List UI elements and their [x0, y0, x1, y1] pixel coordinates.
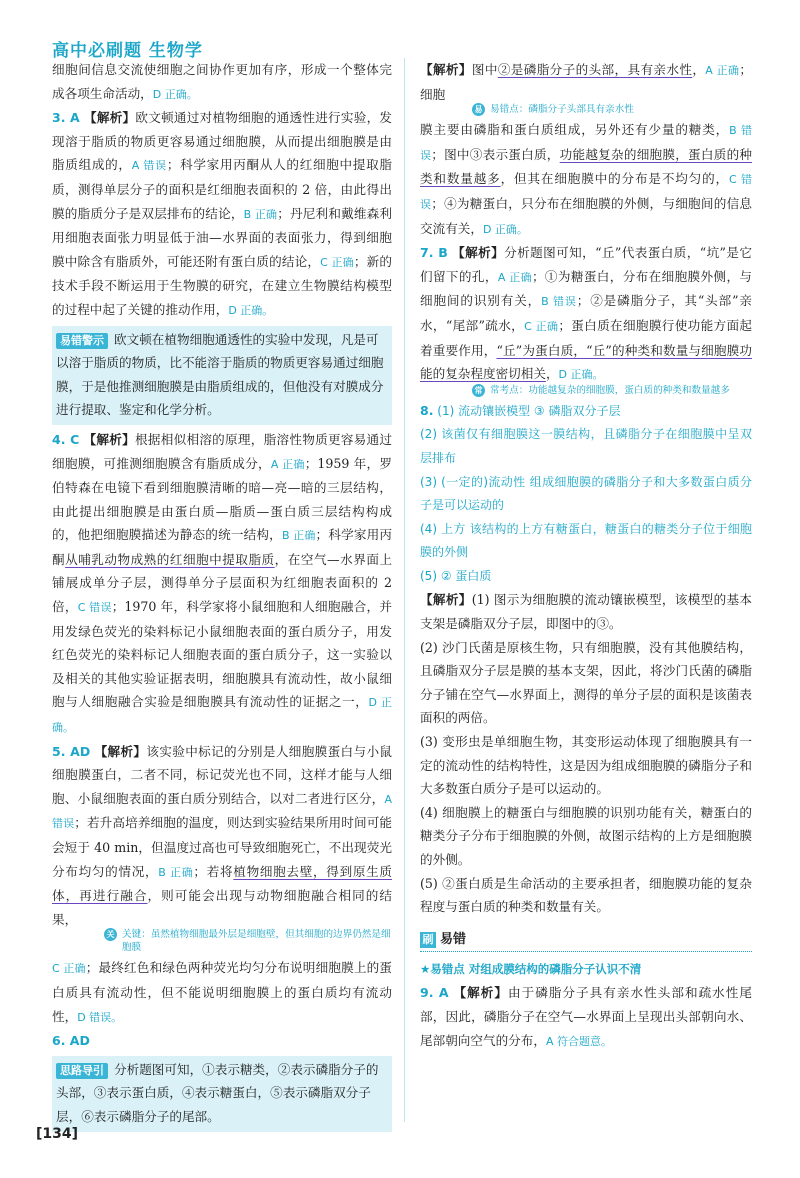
question-number: 3. A: [52, 110, 80, 126]
question-number: 6. AD: [52, 1033, 90, 1049]
q7-answer: [420, 241, 752, 387]
judgment-mark: B 正确: [281, 529, 316, 543]
q6-analysis: [420, 58, 752, 106]
judgment-mark: D 正确。: [228, 303, 274, 317]
analysis-text: ；1970 年，科学家将小鼠细胞和人细胞融合，并用发绿色荧光的染料标记小鼠细胞表面的蛋白质分子，用发红色荧光的染料标记人细胞表面的蛋白质分子，这一实验以及相关的其他实验证据表明，细胞膜具有流动性，故小鼠细胞与人细胞融合实验是细胞膜具有流动性的证据之一，: [52, 599, 392, 710]
thinking-guide-badge: 思路导引: [56, 1063, 108, 1079]
judgment-mark: B 正确: [243, 207, 278, 221]
section-heading: [420, 927, 752, 952]
q2-text: 细胞间信息交流使细胞之间协作更加有序，形成一个整体完成各项生命活动，: [52, 62, 392, 101]
page-header-title: 高中必刷题 生物学: [52, 41, 203, 61]
analysis-label: 【解析】: [420, 592, 472, 608]
q8-answer-5: (5) ② 蛋白质: [420, 568, 492, 583]
underlined-text: 功能越复杂的细胞膜，蛋白质的种类和数量越多: [420, 146, 753, 187]
underlined-text: “丘”为蛋白质，“丘”的种类和数量与细胞膜功能的复杂程度密切相关: [420, 342, 752, 382]
thinking-guide-text: 分析题图可知，①表示糖类，②表示磷脂分子的头部，③表示蛋白质，④表示糖蛋白，⑤表示磷脂双分子层，⑥表示磷脂分子的尾部。: [56, 1061, 379, 1124]
analysis-text: 根据相似相溶的原理，脂溶性物质更容易通过细胞膜，可推测细胞膜含有脂质成分，: [52, 431, 393, 471]
analysis-text: 分析题图可知，“丘”代表蛋白质，“坑”是它们留下的孔，: [420, 245, 752, 284]
error-point-heading: ★易错点 对组成膜结构的磷脂分子认识不清: [420, 961, 642, 976]
question-number: 7. B: [420, 245, 448, 261]
key-point-icon: 关: [104, 928, 117, 941]
section-icon: 刷: [420, 932, 436, 948]
analysis-text: (1) 图示为细胞膜的流动镶嵌模型，该模型的基本支架是磷脂双分子层，即图中的③。: [420, 592, 753, 632]
analysis-text: ；细胞: [420, 62, 753, 102]
judgment-mark: C 正确: [320, 255, 354, 269]
analysis-text: ；科学家用丙酮: [52, 527, 393, 567]
key-point-note: [52, 928, 392, 954]
analysis-text: 欧文顿通过对植物细胞的通透性进行实验，发现溶于脂质的物质更容易通过细胞膜，从而提出细胞膜是由脂质组成的，: [52, 110, 392, 173]
question-number: 5. AD: [52, 743, 91, 759]
q8-explain-2: (2) 沙门氏菌是原核生物，只有细胞膜，没有其他膜结构，且磷脂双分子层是膜的基本支架，因此，将沙门氏菌的磷脂分子铺在空气—水界面上，测得的单分子层的面积是该菌表面积的两倍。: [420, 639, 752, 726]
q8-answer-1: [420, 399, 752, 424]
q5-answer: [52, 740, 392, 932]
analysis-text: ；若升高培养细胞的温度，则达到实验结果所用时间可能会短于 40 min，但温度过高也可导致细胞死亡，不出现荧光分布均匀的情况，: [52, 815, 393, 879]
analysis-text: ；④为糖蛋白，只分布在细胞膜的外侧，与细胞间的信息交流有关，: [420, 195, 753, 236]
analysis-text: ；科学家用丙酮从人的红细胞中提取脂质，测得单层分子的面积是红细胞表面积的 2 倍，由此得出膜的脂质分子是双层排布的结论，: [52, 157, 393, 221]
analysis-text: ，在空气—水界面上铺展成单分子层，测得单分子层面积为红细胞表面积的 2 倍，: [52, 551, 393, 615]
common-point-text: 常考点：功能越复杂的细胞膜，蛋白质的种类和数量越多: [490, 384, 730, 396]
judgment-mark: C 正确: [52, 962, 86, 976]
analysis-text: 膜主要由磷脂和蛋白质组成，另外还有少量的糖类，: [420, 122, 730, 138]
question-number: 4. C: [52, 431, 80, 447]
judgment-mark: B 正确: [158, 865, 194, 879]
column-divider: [404, 58, 405, 1122]
analysis-text: ；最终红色和绿色两种荧光均匀分布说明细胞膜上的蛋白质具有流动性，但不能说明细胞膜上的蛋白质均有流动性，: [52, 960, 393, 1024]
analysis-label: 【解析】: [94, 743, 147, 759]
analysis-label: 【解析】: [83, 431, 135, 447]
page-number: [134]: [36, 1126, 79, 1142]
q8-explain-1: [420, 588, 752, 635]
analysis-label: 【解析】: [453, 985, 508, 1001]
analysis-text: ；①为糖蛋白，分布在细胞膜外侧，与细胞间的识别有关，: [420, 268, 753, 309]
judgment-mark: A 正确: [270, 457, 305, 471]
q2-continuation: [52, 58, 392, 106]
judgment-mark: D 正确。: [558, 368, 604, 382]
analysis-text: ，: [692, 62, 706, 77]
error-warning-box: [52, 326, 392, 425]
q9-answer: [420, 981, 752, 1053]
analysis-text: ；丹尼利和戴维森利用细胞表面张力明显低于油—水界面的表面张力，得到细胞膜中除含有脂质外，可能还附有蛋白质的结论，: [52, 205, 393, 269]
q6-answer: [52, 1029, 392, 1053]
error-point-icon: 易: [472, 103, 485, 116]
judgment-mark: A 错误: [52, 792, 392, 831]
thinking-guide-box: [52, 1056, 392, 1132]
error-warning-text: 欧文顿在植物细胞通透性的实验中发现，凡是可以溶于脂质的物质，比不能溶于脂质的物质更容易通过细胞膜，于是他推测细胞膜是由脂质组成的，但他没有对膜成分进行提取、鉴定和化学分析。: [56, 331, 384, 418]
analysis-text: ，则可能会出现与动物细胞融合相同的结果，: [52, 888, 393, 927]
common-point-note: [420, 384, 752, 397]
judgment-mark: C 错误: [420, 173, 753, 211]
question-number: 9. A: [420, 985, 449, 1001]
judgment-mark: D 错误。: [77, 1010, 123, 1024]
left-column: [52, 58, 392, 1135]
underlined-text: ②是磷脂分子的头部，具有亲水性: [497, 62, 693, 77]
right-column: [420, 58, 752, 1053]
analysis-label: 【解析】: [420, 62, 472, 77]
judgment-mark: C 错误: [77, 601, 112, 615]
analysis-text: ；②是磷脂分子，其“头部”亲水，“尾部”疏水，: [420, 293, 752, 333]
judgment-mark: A 符合题意。: [545, 1034, 612, 1048]
error-point-text: 易错点：磷脂分子头部具有亲水性: [490, 104, 634, 116]
error-point-note: [420, 103, 752, 116]
q3-answer: [52, 106, 392, 322]
judgment-mark: A 错误: [131, 159, 167, 173]
key-point-text: 关键：虽然植物细胞最外层是细胞壁，但其细胞的边界仍然是细胞膜: [122, 929, 391, 954]
judgment-mark: D 正确。: [482, 222, 528, 236]
section-title: 易错: [440, 931, 467, 947]
analysis-text: ，: [545, 366, 559, 382]
judgment-mark: B 错误: [420, 124, 752, 162]
underlined-text: 从哺乳动物成熟的红细胞中提取脂质: [65, 551, 275, 567]
analysis-text: ，但其在细胞膜中的分布是不均匀的，: [500, 171, 729, 187]
q8-answer-2: (2) 该菌仅有细胞膜这一膜结构，且磷脂分子在细胞膜中呈双层排布: [420, 427, 752, 465]
q4-answer: [52, 428, 392, 740]
answer-text: (1) 流动镶嵌模型 ③ 磷脂双分子层: [437, 403, 621, 418]
judgment-mark: B 错误: [541, 295, 577, 309]
judgment-mark: A 正确: [497, 270, 532, 284]
q8-explain-4: (4) 细胞膜上的糖蛋白与细胞膜的识别功能有关，糖蛋白的糖类分子分布于细胞膜的外侧，故图示结构的上方是细胞膜的外侧。: [420, 804, 752, 867]
q8-explain-3: (3) 变形虫是单细胞生物，其变形运动体现了细胞膜具有一定的流动性的结构特性，这是因为组成细胞膜的磷脂分子和大多数蛋白质分子是可以运动的。: [420, 734, 752, 797]
q8-answer-4: (4) 上方 该结构的上方有糖蛋白，糖蛋白的糖类分子位于细胞膜的外侧: [420, 521, 752, 560]
analysis-text: ；新的技术手段不断运用于生物膜的研究，在建立生物膜结构模型的过程中起了关键的推动作用，: [52, 253, 393, 317]
q8-explain-5: (5) ②蛋白质是生命活动的主要承担者，细胞膜功能的复杂程度与蛋白质的种类和数量有关。: [420, 875, 752, 915]
underlined-text: 植物细胞去壁，得到原生质体，再进行融合: [52, 863, 393, 904]
analysis-text: ；图中③表示蛋白质，: [431, 146, 560, 162]
analysis-text: ；若将: [193, 863, 234, 879]
judgment-mark: C 正确: [524, 319, 559, 333]
q8-answer-3: (3) (一定的)流动性 组成细胞膜的磷脂分子和大多数蛋白质分子是可以运动的: [420, 474, 752, 513]
analysis-text: ；1959 年，罗伯特森在电镜下看到细胞膜清晰的暗—亮—暗的三层结构，由此提出细胞膜是由蛋白质—脂质—蛋白质三层结构构成的，他把细胞膜描述为静态的统一结构，: [52, 455, 393, 543]
analysis-label: 【解析】: [452, 245, 505, 261]
q5-answer-continued: [52, 956, 392, 1029]
judgment-mark: A 正确: [705, 64, 740, 77]
q6-analysis-continued: [420, 118, 752, 241]
analysis-text: 图中: [471, 62, 498, 77]
analysis-label: 【解析】: [84, 110, 136, 126]
analysis-text: 由于磷脂分子具有亲水性头部和疏水性尾部，因此，磷脂分子在空气—水界面上呈现出头部朝向水、尾部朝向空气的分布，: [420, 985, 752, 1048]
error-warning-badge: 易错警示: [56, 333, 108, 349]
question-number: 8.: [420, 402, 434, 418]
judgment-mark: D 正确。: [52, 696, 393, 735]
analysis-text: 该实验中标记的分别是人细胞膜蛋白与小鼠细胞膜蛋白，二者不同，标记荧光也不同，这样才能与人细胞、小鼠细胞表面的蛋白质分别结合，以对二者进行区分，: [52, 743, 392, 806]
analysis-text: ；蛋白质在细胞膜行使功能方面起着重要作用，: [420, 317, 752, 358]
judgment-mark: D 正确。: [152, 87, 198, 101]
common-point-icon: 常: [472, 384, 485, 397]
